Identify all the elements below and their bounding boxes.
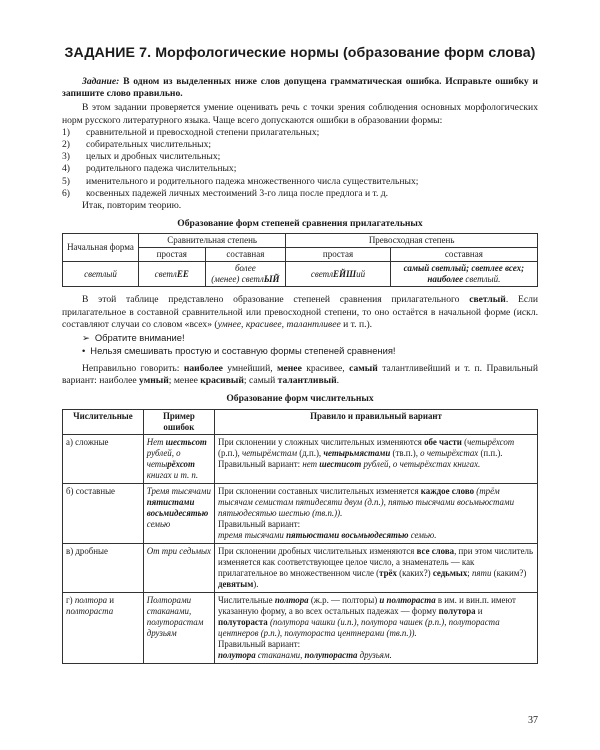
header-simple-sup: простая (286, 248, 391, 262)
task-paragraph (62, 76, 538, 100)
table-row: а) сложные Нет шестьсот рублей, о четырёхсот книгах и т. п. При склонении у сложных числительных изменяются обе части (четырёхсот (р.п.), четырёмстам (д.п.), четырьмястами (тв.п.), о четырёхстах (п.п.). Правильный вариант: нет шестисот рублей, о четырёхстах книгах. (63, 434, 538, 483)
list-item: 6) косвенных падежей личных местоимений 3-го лица после предлога и т. д. (62, 187, 389, 199)
forms-list (62, 127, 538, 200)
numerals-table (62, 409, 538, 664)
header-superlative: Превосходная степень (286, 234, 538, 248)
attention-note: ➢ Обратите внимание! (82, 332, 185, 344)
arrow-icon: ➢ (82, 332, 90, 344)
table-row: в) дробные От три седьмых При склонении дробных числительных изменяются все слова, при этом числитель изменяется как соответствующее целое число, а знаменатель — как прилагательное во множественном числе (трёх (каких?) седьмых; пяти (каким?) девятым). (63, 543, 538, 592)
cell-comp-simple: светлЕЕ (139, 262, 206, 287)
header-examples: Пример ошибок (143, 409, 214, 434)
comparison-paragraph: В этой таблице представлено образование степеней сравнения прилагательного светлый. Если прилагательное в составной сравнительной или превосходной степени, то оно остаётся в начальной форме (искл. составляют случаи со словом «всех» (умнее, красивее, талантливее и т. п.). (62, 294, 538, 330)
table-row: г) полтора и полтораста Полторами стаканами, полуторастам друзьям Числительные полтора (ж.р. — полторы) и полтораста в им. и вин.п. имеют указанную форму, а во всех остальных падежах — форму полутора и полутораста (полутора чашки (и.п.), полутора чашек (р.п.), полутораста центнеров (р.п.), полутораста центнерами (тв.п.)). Правильный вариант: полутора стаканами, полутораста друзьям. (63, 592, 538, 663)
adjective-degrees-table (62, 233, 538, 287)
list-item: 5) именительного и родительного падежа множественного числа существительных; (62, 175, 419, 187)
header-comparative: Сравнительная степень (139, 234, 286, 248)
intro-paragraph: В этом задании проверяется умение оценивать речь с точки зрения соблюдения основных морфологических норм русского литературного языка. Чаще всего допускаются ошибки в образовании формы: (62, 102, 538, 126)
header-numerals: Числительные (63, 409, 144, 434)
warning-note: • Нельзя смешивать простую и составную формы степеней сравнения! (82, 345, 396, 357)
header-rule: Правило и правильный вариант (215, 409, 538, 434)
header-initial-form: Начальная форма (63, 234, 139, 262)
task-label: Задание: (82, 76, 120, 87)
list-item: 2) собирательных числительных; (62, 139, 212, 151)
cell-comp-compound: более (менее) светлЫЙ (205, 262, 286, 287)
list-item: 3) целых и дробных числительных; (62, 151, 221, 163)
numerals-table-title: Образование форм числительных (226, 393, 374, 405)
adjective-table-title: Образование форм степеней сравнения прилагательных (177, 218, 423, 230)
list-item: 1) сравнительной и превосходной степени прилагательных; (62, 126, 320, 138)
repeat-line: Итак, повторим теорию. (82, 200, 182, 212)
header-compound: составная (205, 248, 286, 262)
table-row: б) составные Тремя тысячами пятистами восьмидесятью семью При склонении составных числительных изменяется каждое слово (трём тысячам семистам пятидесяти двум (д.п.), пятью тысячами восьмьюстами пятьюдесятью шестью (тв.п.)). Правильный вариант: тремя тысячами пятьюстами восьмьюдесятью семью. (63, 483, 538, 543)
cell-sup-compound: самый светлый; светлее всех; наиболее светлый. (390, 262, 537, 287)
task-text: В одном из выделенных ниже слов допущена грамматическая ошибка. Исправьте ошибку и запишите слово правильно. (62, 76, 538, 100)
list-item: 4) родительного падежа числительных; (62, 163, 237, 175)
cell-sup-simple: светлЕЙШий (286, 262, 391, 287)
header-compound-sup: составная (390, 248, 537, 262)
bullet-icon: • (82, 345, 86, 357)
page-number: 37 (528, 715, 538, 726)
page-title: ЗАДАНИЕ 7. Морфологические нормы (образование форм слова) (64, 45, 536, 61)
header-simple: простая (139, 248, 206, 262)
wrong-usage-paragraph: Неправильно говорить: наиболее умнейший, менее красивее, самый талантливейший и т. п. Правильный вариант: наиболее умный; менее красивый; самый талантливый. (62, 363, 538, 387)
cell-initial: светлый (63, 262, 139, 287)
